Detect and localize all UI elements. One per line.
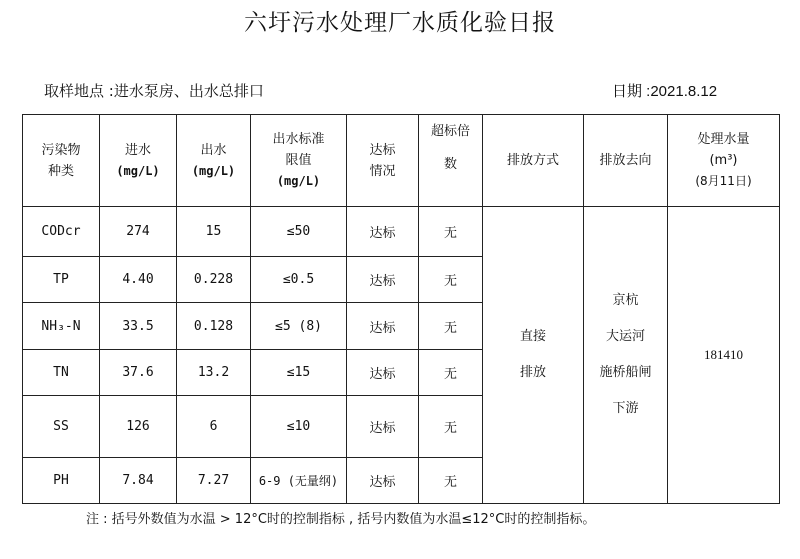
- treated-volume-value: 181410: [668, 207, 780, 504]
- outflow-value: 0.228: [177, 257, 251, 303]
- table-row: [23, 207, 780, 257]
- status-value: 达标: [347, 458, 419, 504]
- header-status: 达标 情况: [347, 115, 419, 207]
- limit-value: ≤15: [251, 350, 347, 396]
- pollutant-name: TP: [23, 257, 100, 303]
- exceed-value: 无: [419, 350, 483, 396]
- status-value: 达标: [347, 303, 419, 350]
- outflow-value: 6: [177, 396, 251, 458]
- status-value: 达标: [347, 207, 419, 257]
- header-exceed: 超标倍 数: [419, 115, 483, 207]
- footnote: 注 : 括号外数值为水温 > 12°C时的控制指标 , 括号内数值为水温≤12°C时的控制指标。: [86, 512, 596, 527]
- discharge-method-cell: 直接 排放: [483, 207, 584, 504]
- inflow-value: 37.6: [100, 350, 177, 396]
- header-discharge-destination: 排放去向: [584, 115, 668, 207]
- header-discharge-method: 排放方式: [483, 115, 584, 207]
- header-inflow: 进水 (mg/L): [100, 115, 177, 207]
- sampling-location: 取样地点 :进水泵房、出水总排口: [44, 82, 264, 100]
- water-quality-table: [22, 114, 780, 504]
- pollutant-name: PH: [23, 458, 100, 504]
- discharge-destination-cell: 京杭 大运河 施桥船闸 下游: [584, 207, 668, 504]
- report-date: 日期 :2021.8.12: [612, 83, 718, 100]
- status-value: 达标: [347, 396, 419, 458]
- outflow-value: 0.128: [177, 303, 251, 350]
- status-value: 达标: [347, 350, 419, 396]
- header-row: [23, 115, 780, 207]
- exceed-value: 无: [419, 458, 483, 504]
- inflow-value: 126: [100, 396, 177, 458]
- outflow-value: 15: [177, 207, 251, 257]
- inflow-value: 33.5: [100, 303, 177, 350]
- inflow-value: 4.40: [100, 257, 177, 303]
- pollutant-name: SS: [23, 396, 100, 458]
- limit-value: ≤0.5: [251, 257, 347, 303]
- inflow-value: 7.84: [100, 458, 177, 504]
- pollutant-name: NH₃-N: [23, 303, 100, 350]
- header-limit: 出水标准 限值 (mg/L): [251, 115, 347, 207]
- exceed-value: 无: [419, 303, 483, 350]
- limit-value: 6-9 (无量纲): [251, 458, 347, 504]
- exceed-value: 无: [419, 396, 483, 458]
- pollutant-name: TN: [23, 350, 100, 396]
- report-title: 六圩污水处理厂水质化验日报: [244, 10, 556, 36]
- status-value: 达标: [347, 257, 419, 303]
- exceed-value: 无: [419, 257, 483, 303]
- header-pollutant: 污染物 种类: [23, 115, 100, 207]
- exceed-value: 无: [419, 207, 483, 257]
- limit-value: ≤50: [251, 207, 347, 257]
- header-outflow: 出水 (mg/L): [177, 115, 251, 207]
- limit-value: ≤5 (8): [251, 303, 347, 350]
- inflow-value: 274: [100, 207, 177, 257]
- outflow-value: 7.27: [177, 458, 251, 504]
- limit-value: ≤10: [251, 396, 347, 458]
- outflow-value: 13.2: [177, 350, 251, 396]
- header-treated-volume: 处理水量 (m³) (8月11日): [668, 115, 780, 207]
- pollutant-name: CODcr: [23, 207, 100, 257]
